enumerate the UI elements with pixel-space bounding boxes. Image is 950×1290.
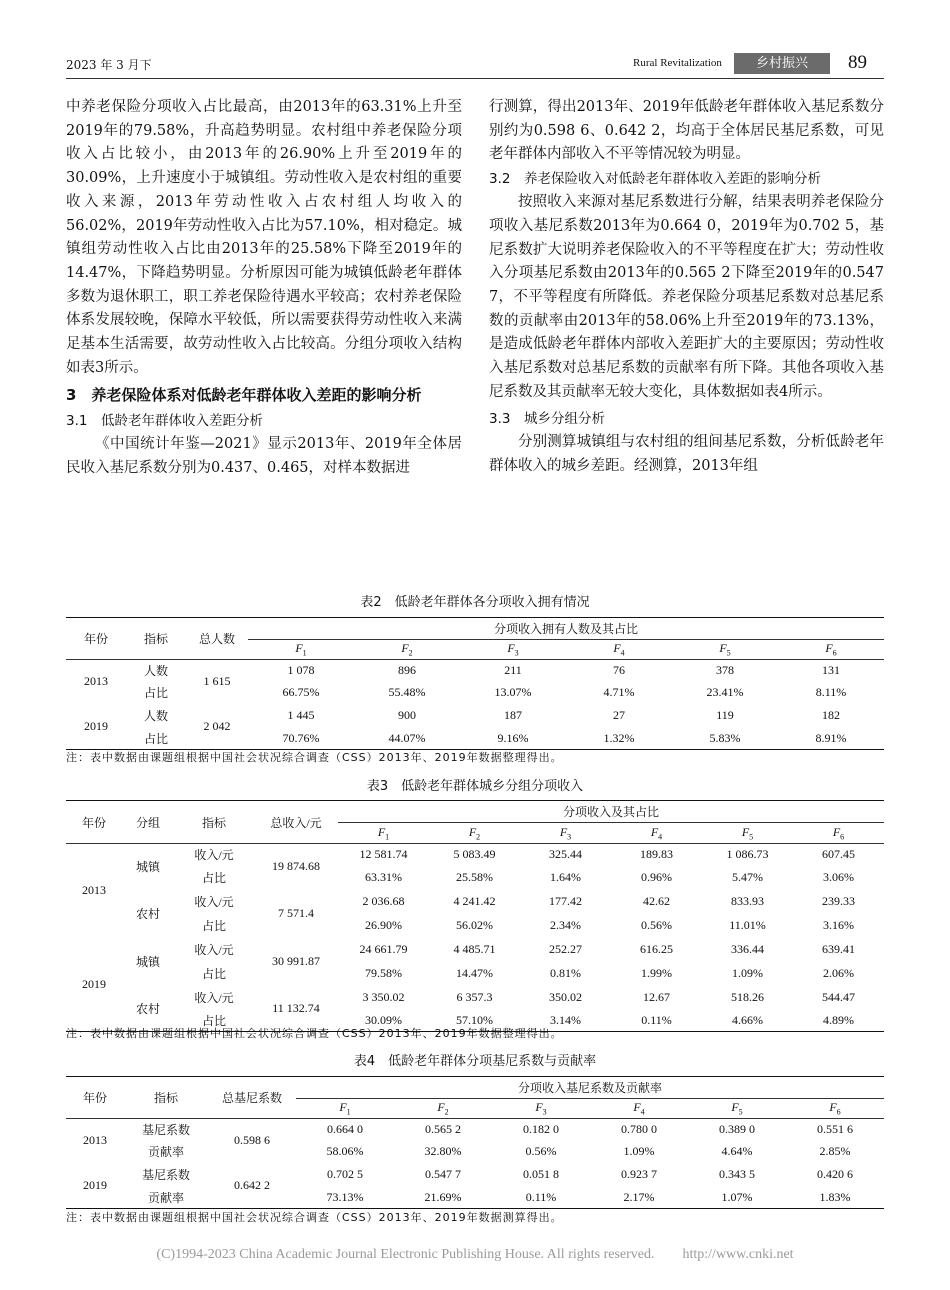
table-cell: 4.71% [603,685,635,699]
table-cell: 187 [504,708,522,722]
col-header: $F_3$ [535,1100,547,1117]
subscript: 1 [302,648,307,658]
table3-note: 注：表中数据由课题组根据中国社会状况综合调查（CSS）2013年、2019年数据整理得出。 [66,1027,563,1040]
table-cell: 城镇 [135,860,160,875]
table-cell: 2 042 [203,718,231,733]
table-cell: 325.44 [549,847,582,862]
col-header: $F_4$ [633,1100,645,1117]
col-header: $F_1$ [339,1100,351,1117]
table-cell: 人数 [143,664,168,679]
col-header: $F_1$ [295,641,307,658]
subscript: 3 [514,648,519,658]
table-cell: 57.10% [456,1012,493,1027]
col-header: $F_3$ [507,641,519,658]
journal-badge: 乡村振兴 [734,53,830,74]
col-header: $F_5$ [731,1100,743,1117]
table-cell: 21.69% [424,1189,462,1204]
col-group-header: 分项收入拥有人数及其占比 [248,618,884,640]
table-cell: 2019 [82,976,106,991]
table-cell: 5 083.49 [453,847,496,862]
subscript: 3 [567,832,572,842]
col-header: 分组 [122,801,174,844]
table-cell: 12.67 [643,990,670,1004]
table-cell: 2013 [84,674,108,689]
copyright-footer: (C)1994-2023 China Academic Journal Electronic Publishing House. All rights reserved. http://www.cnki.net [156,1247,794,1262]
table-cell: 1 078 [287,663,315,678]
table-cell: 30 991.87 [272,954,320,968]
paragraph: 《中国统计年鉴—2021》显示2013年、2019年全体居民收入基尼系数分别为0.437、0.465，对样本数据进 [66,436,462,477]
subscript: 4 [658,832,663,842]
table-cell: 1.09% [732,966,763,980]
table-cell: 73.13% [326,1189,364,1204]
table-cell: 24 661.79 [359,942,408,956]
table-cell: 贡献率 [147,1145,184,1159]
table-cell: 27 [613,708,625,722]
table-cell: 5.47% [732,870,763,884]
subscript: 4 [620,648,625,658]
paragraph: 中养老保险分项收入占比最高，由2013年的63.31%上升至2019年的79.58%，升高趋势明显。农村组中养老保险分项收入占比较小，由2013年的26.90%上升至2019年的30.09%，上升速度小于城镇组。劳动性收入是农村组的重要收入来源，2013年劳动性收入占农村组人均收入的56.02%，2019年劳动性收入占比为57.10%，相对稳定。城镇组劳动性收入占比由2013年的25.58%下降至2019年的14.47%，下降趋势明显。分析原因可能为城镇低龄老年群体多数为退休职工，职工养老保险待遇水平较高；农村养老保险体系发展较晚，保障水平较低，所以需要获得劳动性收入来满足基本生活需要，故劳动性收入占比较高。分组分项收入结构如表3所示。 [66,99,462,376]
table3 [66,800,884,1032]
left-column [66,96,462,481]
table-cell: 66.75% [282,685,320,699]
table-cell: 基尼系数 [141,1168,190,1182]
table-cell: 32.80% [424,1144,462,1158]
col-header: 指标 [174,801,254,844]
table4-note: 注：表中数据由课题组根据中国社会状况综合调查（CSS）2013年、2019年数据测算得出。 [66,1211,563,1224]
table-cell: 19 874.68 [272,859,320,874]
table-cell: 4.64% [721,1144,753,1158]
table4-caption: 表4 低龄老年群体分项基尼系数与贡献率 [353,1054,597,1069]
table-cell: 58.06% [326,1144,364,1158]
table-cell: 336.44 [731,942,764,956]
table-cell: 2013 [83,1133,107,1148]
table-cell: 收入/元 [194,943,234,957]
col-header: 年份 [66,1077,124,1119]
table-cell: 0.642 2 [234,1177,270,1192]
subscript: 6 [840,832,845,842]
table-cell: 4 485.71 [453,942,496,956]
subscript: 5 [749,832,754,842]
table-cell: 211 [504,663,522,678]
col-group-header: 分项收入及其占比 [338,801,884,823]
table-cell: 0.11% [641,1012,672,1027]
col-header: $F_3$ [559,824,572,842]
col-header: 指标 [124,1077,208,1119]
table-cell: 占比 [201,967,226,981]
table-cell: 616.25 [640,942,673,956]
col-header: $F_6$ [825,641,837,658]
table-cell: 收入/元 [194,848,234,863]
table-cell: 79.58% [365,966,402,980]
col-header: $F_5$ [719,641,731,658]
table-cell: 1 445 [287,708,315,722]
table-cell: 23.41% [706,685,744,699]
table2-caption: 表2 低龄老年群体各分项收入拥有情况 [360,595,590,610]
table-cell: 4 241.42 [453,894,496,908]
table-cell: 占比 [201,1013,226,1028]
table-cell: 城镇 [135,955,160,969]
table-cell: 30.09% [365,1012,402,1027]
table-cell: 0.598 6 [234,1133,270,1148]
section-heading-3-3: 3.3 城乡分组分析 [489,411,605,428]
paragraph: 行测算，得出2013年、2019年低龄老年群体收入基尼系数分别约为0.598 6、0.642 2，均高于全体居民基尼系数，可见老年群体内部收入不平等情况较为明显。 [489,99,884,163]
table-cell: 44.07% [388,730,426,745]
table-cell: 1.64% [550,870,581,884]
table-cell: 378 [716,663,734,678]
col-header: $F_2$ [468,824,481,842]
col-header: $F_1$ [377,824,390,842]
table-cell: 11.01% [729,918,766,932]
table-cell: 70.76% [282,730,320,745]
table-cell: 131 [822,663,840,678]
table-cell: 63.31% [365,870,402,884]
table-cell: 0.702 5 [327,1167,363,1181]
table-cell: 76 [613,663,625,678]
col-header: $F_6$ [832,824,845,842]
table-cell: 14.47% [456,966,493,980]
table-cell: 544.47 [822,990,855,1004]
table-cell: 占比 [201,871,226,885]
table-cell: 26.90% [365,918,402,932]
page-number: 89 [848,52,867,73]
table-cell: 12 581.74 [359,847,408,862]
table-cell: 239.33 [822,894,855,908]
table-cell: 占比 [143,731,168,746]
table2-note: 注：表中数据由课题组根据中国社会状况综合调查（CSS）2013年、2019年数据整理得出。 [66,751,563,764]
subscript: 4 [640,1107,645,1117]
subscript: 2 [408,648,413,658]
table-cell: 0.81% [550,966,581,980]
table-cell: 收入/元 [194,991,234,1005]
table-cell: 3.14% [550,1012,581,1027]
paragraph: 按照收入来源对基尼系数进行分解，结果表明养老保险分项收入基尼系数2013年为0.664 0，2019年为0.702 5，基尼系数扩大说明养老保险收入的不平等程度在扩大；劳动性收入分项基尼系数由2013年的0.565 2下降至2019年的0.547 7，不平等程度有所降低。养老保险分项基尼系数对总基尼系数的贡献率由2013年的58.06%上升至2019年的73.13%，是造成低龄老年群体内部收入差距扩大的主要原因；劳动性收入基尼系数对总基尼系数的贡献率有所下降。其他各项收入基尼系数及其贡献率无较大变化，具体数据如表4所示。 [489,194,884,400]
table-cell: 0.547 7 [425,1167,461,1181]
table-cell: 1 086.73 [726,847,769,862]
table-cell: 2019 [83,1177,107,1192]
table3-caption: 表3 低龄老年群体城乡分组分项收入 [366,779,584,794]
table-cell: 350.02 [549,990,582,1004]
section-heading-3-2: 3.2 养老保险收入对低龄老年群体收入差距的影响分析 [489,171,821,188]
section-heading-3: 3 养老保险体系对低龄老年群体收入差距的影响分析 [66,386,422,405]
table-cell: 农村 [135,1001,160,1016]
table-cell: 2.34% [550,918,581,932]
col-header: $F_2$ [401,641,413,658]
table-cell: 4.89% [823,1012,854,1027]
table-cell: 1.09% [623,1144,655,1158]
table-cell: 2013 [82,883,106,898]
table-cell: 占比 [201,919,226,933]
table-cell: 896 [398,663,416,678]
table-cell: 3.06% [823,870,854,884]
table-cell: 13.07% [494,685,532,699]
table-cell: 2.17% [623,1189,655,1204]
subscript: 3 [542,1107,547,1117]
table-cell: 177.42 [549,894,582,908]
table-cell: 4.66% [732,1012,763,1027]
subscript: 5 [726,648,731,658]
table-cell: 0.551 6 [817,1122,853,1137]
table-cell: 607.45 [822,847,855,862]
subscript: 1 [346,1107,351,1117]
table-cell: 7 571.4 [278,906,314,920]
table-cell: 56.02% [456,918,493,932]
table-cell: 1.83% [819,1189,851,1204]
col-header: $F_5$ [741,824,754,842]
subscript: 1 [385,832,390,842]
table-cell: 0.420 6 [817,1167,853,1181]
col-header: 年份 [66,801,122,844]
table-cell: 252.27 [549,942,582,956]
table-cell: 人数 [143,709,168,723]
table-cell: 639.41 [822,942,855,956]
table-cell: 占比 [143,686,168,700]
table-cell: 0.664 0 [327,1122,363,1137]
header-rule [66,78,884,79]
table-cell: 基尼系数 [141,1123,190,1138]
table-cell: 3.16% [823,918,854,932]
col-header: $F_2$ [437,1100,449,1117]
table-cell: 1.32% [603,730,635,745]
table-cell: 189.83 [640,847,673,862]
table-cell: 25.58% [456,870,493,884]
table-cell: 8.11% [815,685,847,699]
table-cell: 8.91% [815,730,847,745]
table-cell: 0.051 8 [523,1167,559,1181]
subscript: 6 [832,648,837,658]
table-cell: 0.96% [641,870,672,884]
table-cell: 0.11% [525,1189,557,1204]
table-cell: 0.343 5 [719,1167,755,1181]
table-cell: 1.07% [721,1189,753,1204]
col-header: 总人数 [186,618,248,660]
table-cell: 2.06% [823,966,854,980]
table-cell: 2 036.68 [362,894,405,908]
table-cell: 0.182 0 [523,1122,559,1137]
table-cell: 2019 [84,718,108,733]
table-cell: 3 350.02 [362,990,405,1004]
table-cell: 5.83% [709,730,741,745]
table-cell: 6 357.3 [456,990,493,1004]
col-header: 指标 [126,618,186,660]
table2 [66,617,884,750]
subscript: 2 [444,1107,449,1117]
table-cell: 9.16% [497,730,529,745]
col-header: $F_4$ [613,641,625,658]
col-header: $F_6$ [829,1100,841,1117]
table-cell: 0.56% [525,1144,557,1158]
table4 [66,1076,884,1209]
col-header: 年份 [66,618,126,660]
col-group-header: 分项收入基尼系数及贡献率 [296,1077,884,1099]
table-cell: 0.56% [641,918,672,932]
issue-date: 2023 年 3 月下 [66,58,152,72]
table-cell: 518.26 [731,990,764,1004]
table-cell: 农村 [135,907,160,921]
table-cell: 42.62 [643,894,670,908]
table-cell: 900 [398,708,416,722]
col-header: $F_4$ [650,824,663,842]
journal-name-en: Rural Revitalization [633,57,722,69]
table-cell: 2.85% [819,1144,851,1158]
section-heading-3-1: 3.1 低龄老年群体收入差距分析 [66,413,263,430]
table-cell: 0.923 7 [621,1167,657,1181]
table-cell: 0.565 2 [425,1122,461,1137]
table-cell: 1.99% [641,966,672,980]
subscript: 5 [738,1107,743,1117]
table-cell: 0.389 0 [719,1122,755,1137]
table-cell: 1 615 [203,674,231,689]
table-cell: 833.93 [731,894,764,908]
col-header: 总基尼系数 [208,1077,296,1119]
subscript: 2 [476,832,481,842]
table-cell: 0.780 0 [621,1122,657,1137]
right-column [489,96,884,479]
table-cell: 收入/元 [194,895,234,909]
table-cell: 11 132.74 [272,1000,320,1015]
table-cell: 119 [716,708,734,722]
table-cell: 182 [822,708,840,722]
table-cell: 贡献率 [147,1190,184,1205]
paragraph: 分别测算城镇组与农村组的组间基尼系数，分析低龄老年群体收入的城乡差距。经测算，2013年组 [489,434,884,475]
table-cell: 55.48% [388,685,426,699]
col-header: 总收入/元 [254,801,338,844]
subscript: 6 [836,1107,841,1117]
